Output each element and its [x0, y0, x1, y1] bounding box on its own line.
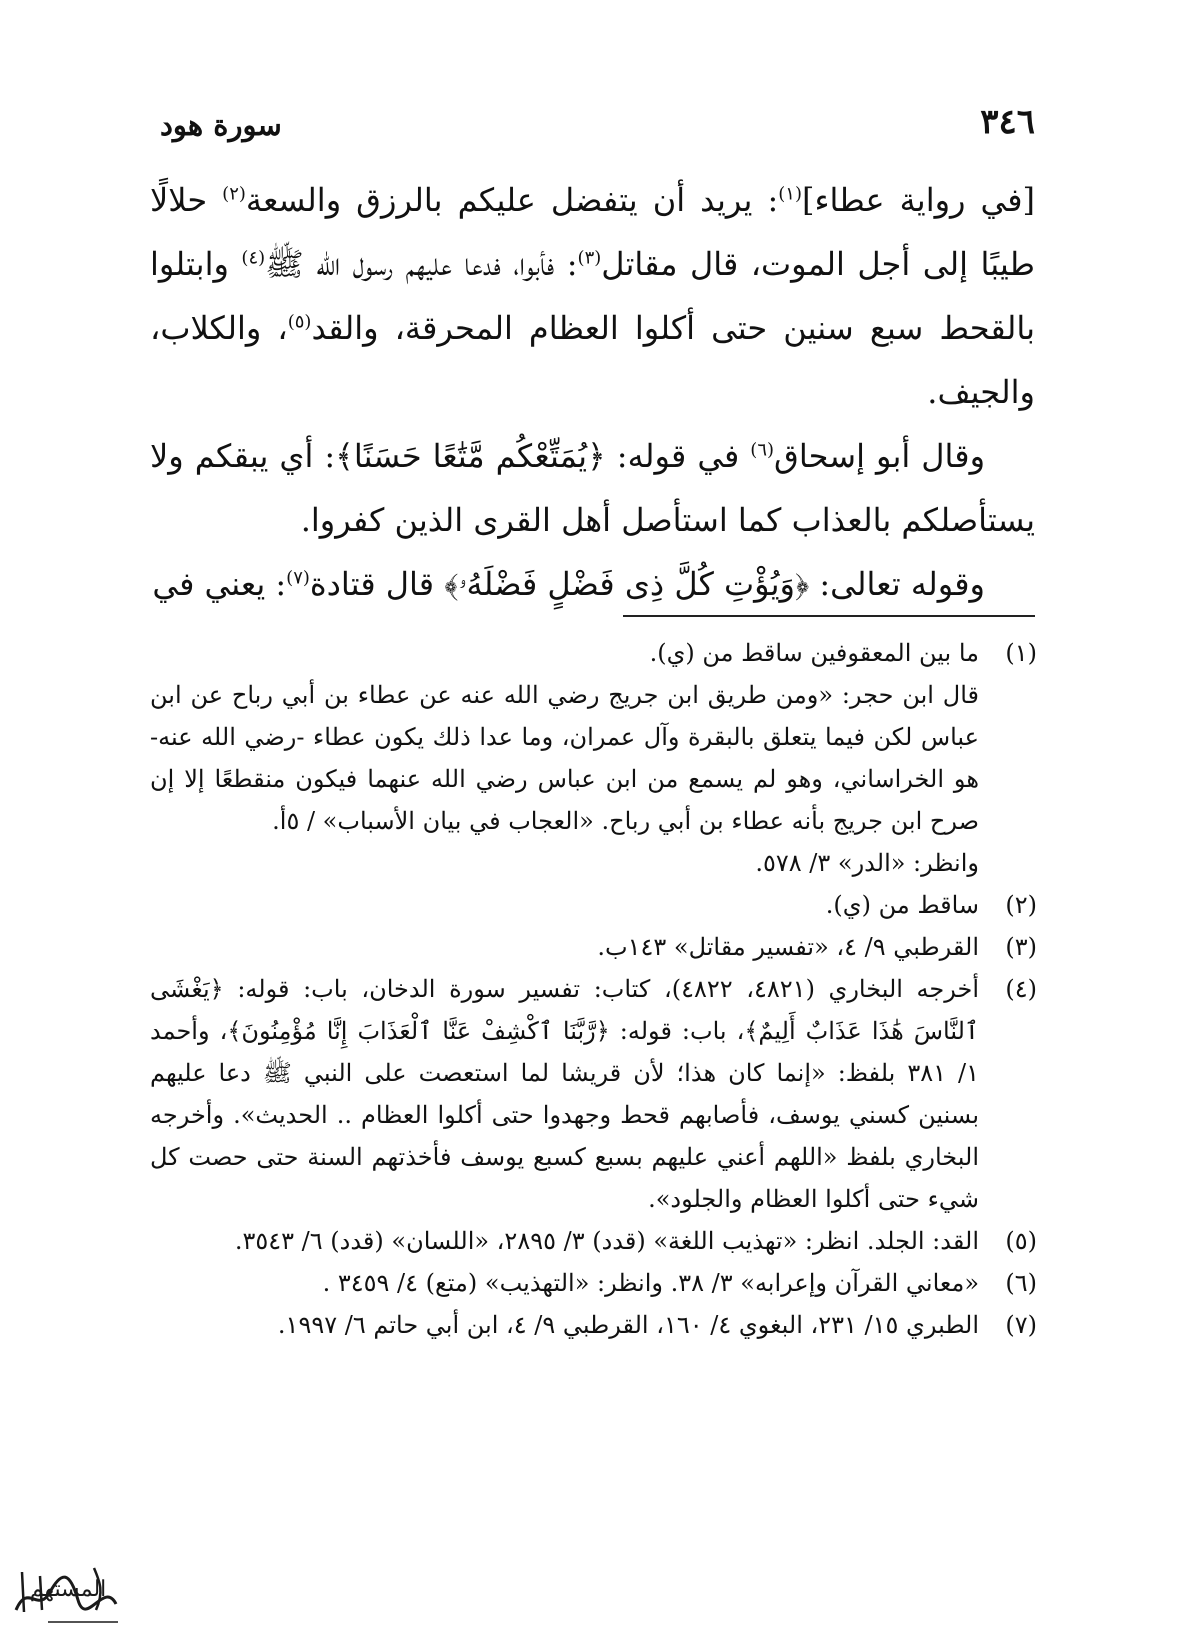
footnote-number: (٦)	[1005, 1269, 1037, 1297]
text-segment: : أي يبقكم ولا يستأصلكم بالعذاب كما استأصل أهل القرى الذين كفروا.	[150, 437, 1035, 539]
text-segment: وقوله تعالى:	[809, 565, 985, 603]
text-segment: ، باب: قوله:	[609, 1017, 745, 1045]
quran-verse: ﴿يُمَتِّعْكُم مَّتَٰعًا حَسَنًا﴾	[335, 437, 606, 475]
text-segment: حلالًا طيبًا إلى أجل الموت، قال مقاتل	[150, 181, 1036, 283]
footnote-text: ما بين المعقوفين ساقط من (ي).	[649, 639, 979, 667]
text-segment: : يعني في	[152, 565, 287, 603]
main-paragraph-1	[150, 168, 1035, 424]
footnote-ref-3[interactable]: (٣)	[577, 247, 602, 269]
footnote-1	[150, 632, 1037, 884]
watermark-stamp	[8, 1552, 126, 1630]
text-segment: قال قتادة	[309, 565, 445, 603]
footnote-text: ساقط من (ي).	[825, 891, 979, 919]
footnote-number: (٢)	[1005, 891, 1037, 919]
footnote-6	[150, 1262, 1037, 1304]
quran-verse: ﴿وَيُؤْتِ كُلَّ ذِى فَضْلٍ فَضْلَهُۥ﴾	[444, 565, 810, 603]
footnote-text: وانظر: «الدر» ٣/ ٥٧٨.	[755, 849, 979, 877]
footnote-separator	[623, 615, 1035, 617]
footnote-ref-7[interactable]: (٧)	[286, 567, 310, 589]
footnote-4	[150, 968, 1037, 1220]
footnote-text: الطبري ١٥/ ٢٣١، البغوي ٤/ ١٦٠، القرطبي ٩/ ٤، ابن أبي حاتم ٦/ ١٩٩٧.	[277, 1311, 979, 1339]
text-segment: [في رواية عطاء]	[801, 181, 1036, 219]
footnote-2	[150, 884, 1037, 926]
text-segment: ، وأحمد ١/ ٣٨١ بلفظ: «إنما كان هذا؛ لأن قريشا لما استعصت على النبي ﷺ دعا عليهم بسنين كسني يوسف، فأصابهم قحط وجهدوا حتى أكلوا العظام .. الحديث». وأخرجه البخاري بلفظ «اللهم أعني عليهم بسبع كسبع يوسف فأخذتهم السنة حتى حصت كل شيء حتى أكلوا العظام والجلود».	[150, 1017, 979, 1213]
footnotes	[150, 632, 1037, 1346]
footnote-ref-1[interactable]: (١)	[778, 183, 802, 205]
text-segment: أخرجه البخاري (٤٨٢١، ٤٨٢٢)، كتاب: تفسير سورة الدخان، باب: قوله:	[223, 975, 979, 1003]
footnote-ref-5[interactable]: (٥)	[287, 311, 312, 333]
page-number: ٣٤٦	[980, 102, 1035, 142]
text-segment: في قوله:	[605, 437, 751, 475]
footnote-5	[150, 1220, 1037, 1262]
footnote-number: (١)	[1005, 639, 1037, 667]
footnote-number: (٧)	[1005, 1311, 1037, 1339]
text-segment: ، والكلاب، والجيف.	[150, 309, 1035, 411]
text-segment: : فأبوا، فدعا عليهم رسول الله ﷺ	[265, 245, 578, 283]
footnote-3	[150, 926, 1037, 968]
quran-verse: ﴿رَّبَّنَا ٱكْشِفْ عَنَّا ٱلْعَذَابَ إِنَّا مُؤْمِنُونَ﴾	[227, 1017, 610, 1045]
stamp-text: المستهم	[29, 1577, 107, 1602]
main-text	[150, 168, 1035, 616]
footnote-text: قال ابن حجر: «ومن طريق ابن جريج رضي الله عنه عن عطاء بن أبي رباح عن ابن عباس لكن فيما يتعلق بالبقرة وآل عمران، وما عدا ذلك يكون عطاء -رضي الله عنه- هو الخراساني، وهو لم يسمع من ابن عباس رضي الله عنهما فيكون منقطعًا إلا إن صرح ابن جريج بأنه عطاء بن أبي رباح. «العجاب في بيان الأسباب» / ٥أ.	[150, 681, 979, 835]
main-paragraph-3	[150, 552, 1035, 616]
footnote-number: (٥)	[1005, 1227, 1037, 1255]
main-paragraph-2	[150, 424, 1035, 552]
footnote-text: القد: الجلد. انظر: «تهذيب اللغة» (قدد) ٣/ ٢٨٩٥، «اللسان» (قدد) ٦/ ٣٥٤٣.	[234, 1227, 979, 1255]
quran-verse: ﴿يَغْشَى ٱلنَّاسَ هَٰذَا عَذَابٌ أَلِيمٌ﴾	[150, 975, 979, 1045]
text-segment: : يريد أن يتفضل عليكم بالرزق والسعة	[245, 181, 779, 219]
text-segment: وقال أبو إسحاق	[774, 437, 986, 475]
page-header	[160, 92, 1035, 142]
footnote-number: (٣)	[1005, 933, 1037, 961]
footnote-text: «معاني القرآن وإعرابه» ٣/ ٣٨. وانظر: «التهذيب» (متع) ٤/ ٣٤٥٩ .	[322, 1269, 979, 1297]
footnote-ref-6[interactable]: (٦)	[750, 439, 775, 461]
footnote-text: القرطبي ٩/ ٤، «تفسير مقاتل» ١٤٣ب.	[597, 933, 979, 961]
footnote-text	[150, 968, 979, 1220]
footnote-ref-2[interactable]: (٢)	[222, 183, 246, 205]
text-segment: وابتلوا بالقحط سبع سنين حتى أكلوا العظام المحرقة، والقد	[150, 245, 1036, 347]
footnote-number: (٤)	[1005, 975, 1037, 1003]
footnote-ref-4[interactable]: (٤)	[241, 247, 266, 269]
footnote-7	[150, 1304, 1037, 1346]
running-title: سورة هود	[160, 108, 282, 142]
